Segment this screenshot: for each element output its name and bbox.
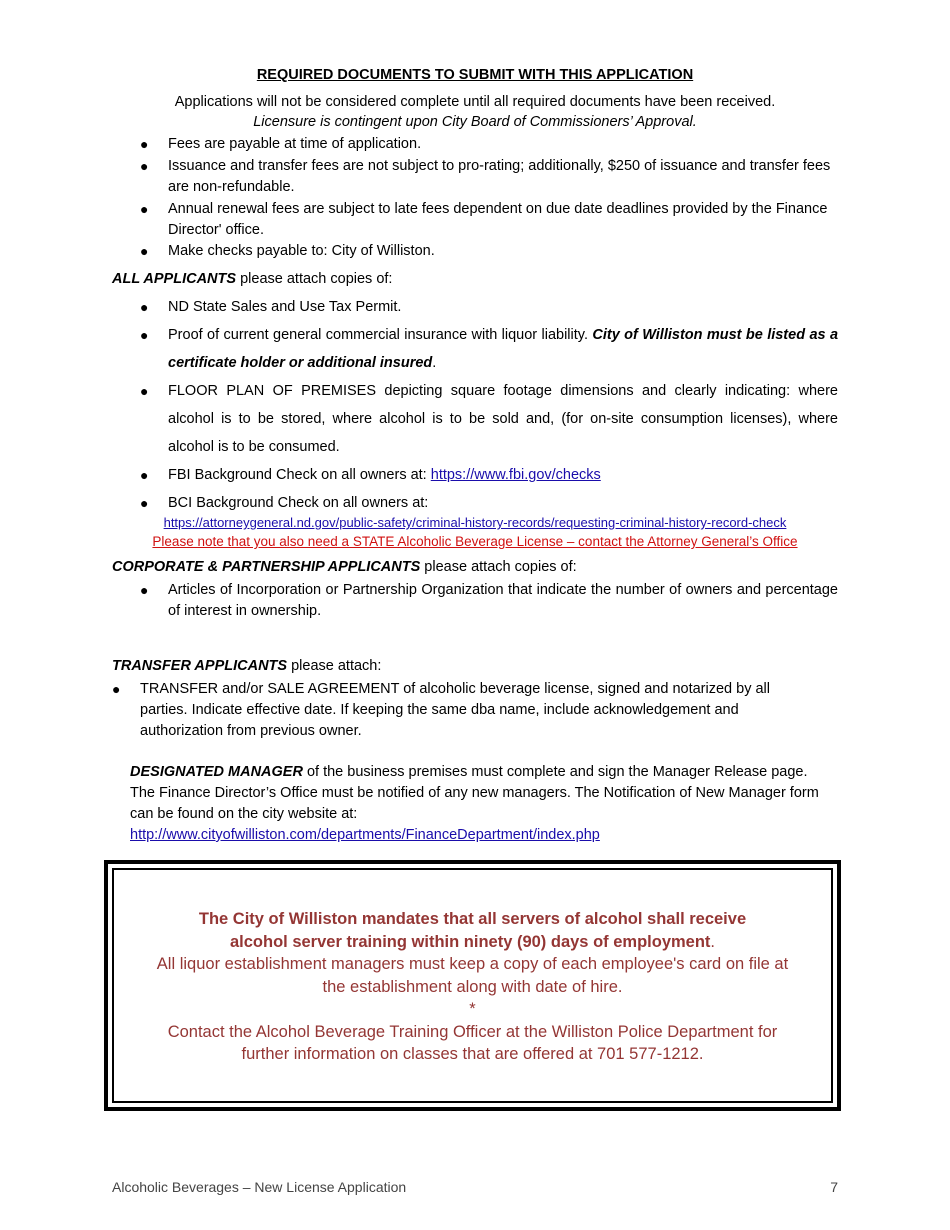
list-item-text: TRANSFER and/or SALE AGREEMENT of alcoholic beverage license, signed and notarized by all parties. Indicate effective date. If keeping the same dba name, include acknowledgement and authorization from previous owner. (140, 681, 770, 739)
bullet-icon: ● (140, 243, 149, 259)
page-number: 7 (830, 1179, 838, 1195)
list-item-text: ND State Sales and Use Tax Permit. (168, 299, 402, 315)
list-item-text: Articles of Incorporation or Partnership Organization that indicate the number of owners and percentage of interest in ownership. (168, 582, 838, 619)
list-item-text: FLOOR PLAN OF PREMISES depicting square footage dimensions and clearly indicating: where alcohol is to be stored, where alcohol is to be sold and, (for on-site consumption licenses), where alcohol is to be consumed. (168, 383, 838, 455)
list-item-text: Fees are payable at time of application. (168, 136, 422, 152)
bullet-icon: ● (140, 383, 149, 399)
bci-records-link[interactable]: https://attorneygeneral.nd.gov/public-safety/criminal-history-records/requesting-criminal-history-record-check (163, 515, 787, 530)
bullet-icon: ● (140, 327, 149, 343)
notice-bold-line: alcohol server training within ninety (90) days of employment (229, 932, 711, 951)
transfer-heading-text: please attach: (287, 658, 382, 674)
intro-line: Applications will not be considered complete until all required documents have been received. (174, 94, 776, 110)
list-item-text: BCI Background Check on all owners at: (168, 495, 429, 511)
bci-link-row (100, 513, 850, 533)
all-applicants-heading (112, 269, 392, 289)
all-applicants-heading-text: please attach copies of: (236, 271, 393, 287)
state-license-note-row (100, 532, 850, 552)
bullet-icon: ● (140, 582, 149, 598)
corporate-heading (112, 557, 577, 577)
list-item-text: Annual renewal fees are subject to late fees dependent on due date deadlines provided by the Finance Director' office. (168, 201, 828, 238)
transfer-label: TRANSFER APPLICANTS (112, 658, 288, 674)
insurance-text: Proof of current general commercial insurance with liquor liability. (168, 327, 593, 343)
bullet-icon: ● (140, 467, 149, 483)
insurance-requirement: City of Williston must be listed as a certificate holder or additional insured (168, 327, 839, 371)
corporate-heading-text: please attach copies of: (420, 559, 577, 575)
list-item-text: Issuance and transfer fees are not subject to pro-rating; additionally, $250 of issuance and transfer fees are non-refundable. (168, 158, 831, 195)
bullet-icon: ● (140, 136, 149, 152)
bullet-icon: ● (140, 495, 149, 511)
corporate-label: CORPORATE & PARTNERSHIP APPLICANTS (112, 559, 421, 575)
page-title: REQUIRED DOCUMENTS TO SUBMIT WITH THIS APPLICATION (256, 67, 694, 83)
notice-line: Contact the Alcohol Beverage Training Officer at the Williston Police Department for (167, 1022, 778, 1041)
notice-line: further information on classes that are offered at 701 577-1212. (241, 1045, 704, 1063)
training-notice-inner-border (112, 868, 833, 1103)
list-item-text (168, 321, 838, 377)
bullet-icon: ● (112, 681, 121, 697)
bullet-icon: ● (140, 158, 149, 174)
training-notice-box (104, 860, 841, 1111)
notice-separator: * (469, 1000, 476, 1018)
finance-department-link[interactable]: http://www.cityofwilliston.com/departments/FinanceDepartment/index.php (130, 827, 600, 843)
manager-label: DESIGNATED MANAGER (130, 764, 303, 780)
manager-text: of the business premises must complete and sign the Manager Release page. The Finance Director’s Office must be notified of any new managers. The Notification of New Manager form can be found on the city website at: (130, 764, 819, 822)
state-license-note: Please note that you also need a STATE Alcoholic Beverage License – contact the Attorney General’s Office (152, 534, 798, 549)
footer-title: Alcoholic Beverages – New License Application (112, 1179, 407, 1195)
list-item-text: Make checks payable to: City of Williston. (168, 243, 435, 259)
fbi-checks-link[interactable]: https://www.fbi.gov/checks (430, 467, 601, 483)
all-applicants-label: ALL APPLICANTS (112, 271, 237, 287)
bullet-icon: ● (140, 299, 149, 315)
approval-note: Licensure is contingent upon City Board of Commissioners’ Approval. (253, 114, 697, 130)
notice-line: the establishment along with date of hire. (322, 977, 623, 996)
notice-bold-line-wrapper (114, 931, 831, 954)
notice-line: All liquor establishment managers must keep a copy of each employee's card on file at (156, 955, 789, 973)
manager-paragraph (130, 762, 820, 846)
list-item-text (168, 465, 838, 486)
insurance-period: . (432, 355, 437, 371)
bullet-icon: ● (140, 201, 149, 217)
fbi-text: FBI Background Check on all owners at: (168, 467, 431, 483)
training-notice-text (114, 908, 831, 1066)
notice-bold-line: The City of Williston mandates that all servers of alcohol shall receive (198, 910, 747, 928)
transfer-heading (112, 656, 381, 676)
notice-period: . (710, 932, 716, 951)
